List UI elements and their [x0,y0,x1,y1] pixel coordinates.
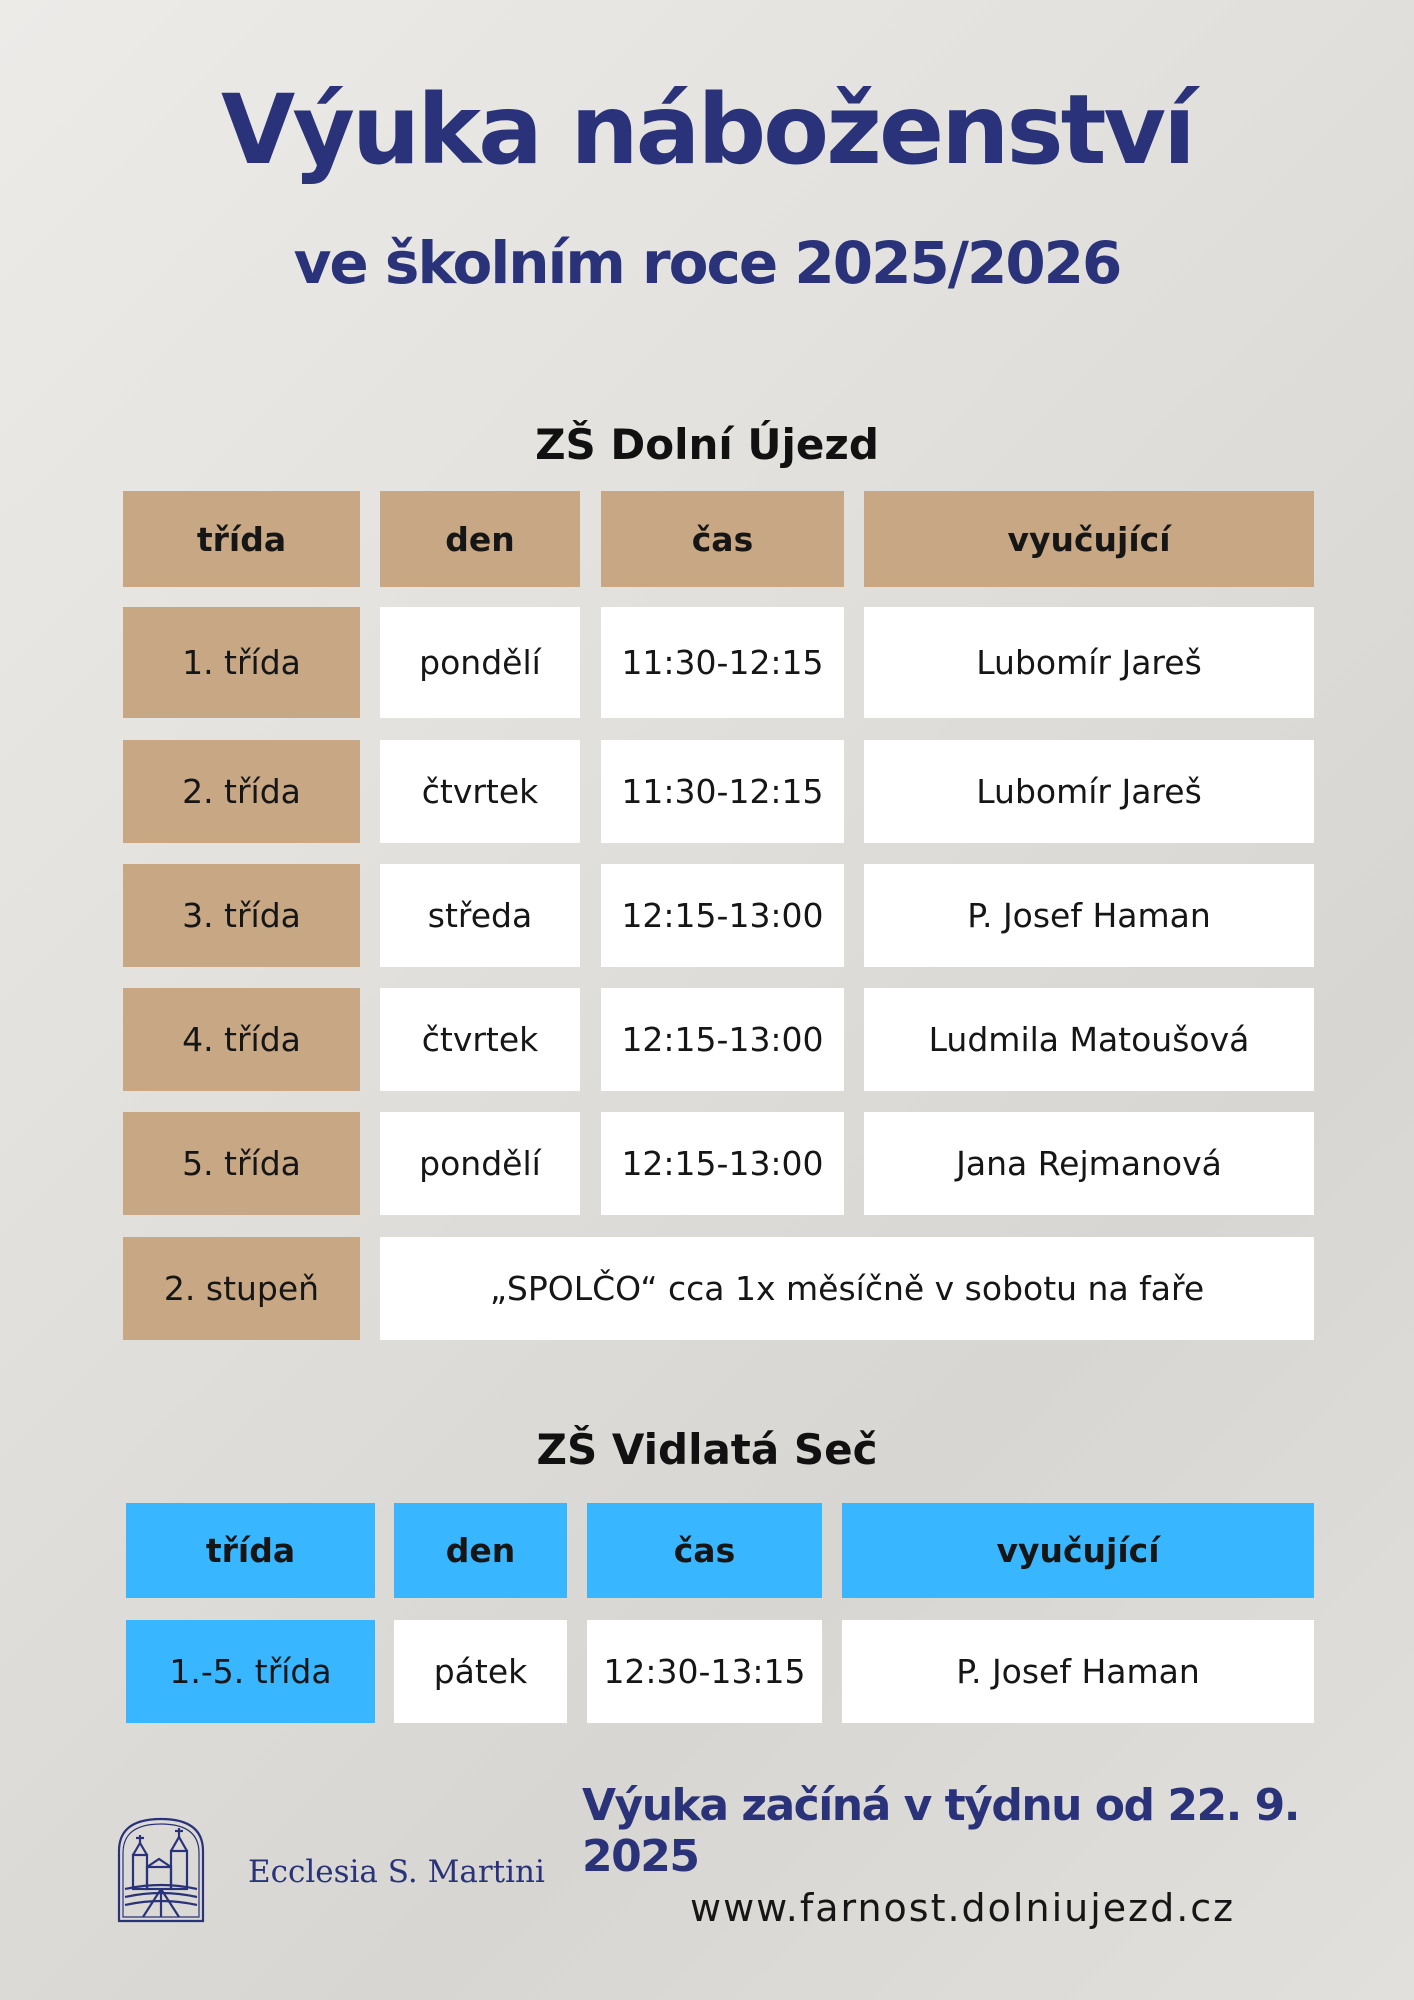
row-day-cell: čtvrtek [380,988,580,1091]
row-time-cell: 12:30-13:15 [587,1620,822,1723]
page-subtitle: ve školním roce 2025/2026 [293,229,1121,297]
row-time-cell: 12:15-13:00 [601,1112,844,1215]
website-url: www.farnost.dolniujezd.cz [690,1886,1236,1930]
row-teacher-cell: Ludmila Matoušová [864,988,1314,1091]
row-teacher-cell: Lubomír Jareš [864,740,1314,843]
column-header-day: den [380,491,580,587]
column-header-day: den [394,1503,567,1598]
row-class-cell: 2. třída [123,740,360,843]
start-date-note: Výuka začíná v týdnu od 22. 9. 2025 [582,1780,1299,1882]
parish-logo-icon [115,1815,207,1925]
page-title: Výuka náboženství [221,74,1193,186]
column-header-teacher: vyučující [842,1503,1314,1598]
row-teacher-cell: Jana Rejmanová [864,1112,1314,1215]
row-teacher-cell: P. Josef Haman [864,864,1314,967]
row-class-cell: 1. třída [123,607,360,718]
row-time-cell: 12:15-13:00 [601,864,844,967]
row-class-cell: 2. stupeň [123,1237,360,1340]
row-teacher-cell: Lubomír Jareš [864,607,1314,718]
row-teacher-cell: P. Josef Haman [842,1620,1314,1723]
row-day-cell: čtvrtek [380,740,580,843]
row-time-cell: 11:30-12:15 [601,607,844,718]
row-time-cell: 11:30-12:15 [601,740,844,843]
parish-logo-text: Ecclesia S. Martini [248,1854,545,1890]
spolco-note-cell: „SPOLČO“ cca 1x měsíčně v sobotu na faře [380,1237,1314,1340]
row-day-cell: středa [380,864,580,967]
row-class-cell: 1.-5. třída [126,1620,375,1723]
row-class-cell: 4. třída [123,988,360,1091]
row-time-cell: 12:15-13:00 [601,988,844,1091]
column-header-time: čas [601,491,844,587]
column-header-time: čas [587,1503,822,1598]
row-day-cell: pondělí [380,607,580,718]
column-header-teacher: vyučující [864,491,1314,587]
row-day-cell: pátek [394,1620,567,1723]
row-class-cell: 5. třída [123,1112,360,1215]
row-day-cell: pondělí [380,1112,580,1215]
school-title-dolni-ujezd: ZŠ Dolní Újezd [535,420,879,469]
column-header-class: třída [126,1503,375,1598]
row-class-cell: 3. třída [123,864,360,967]
school-title-vidlata-sec: ZŠ Vidlatá Seč [536,1425,878,1474]
column-header-class: třída [123,491,360,587]
